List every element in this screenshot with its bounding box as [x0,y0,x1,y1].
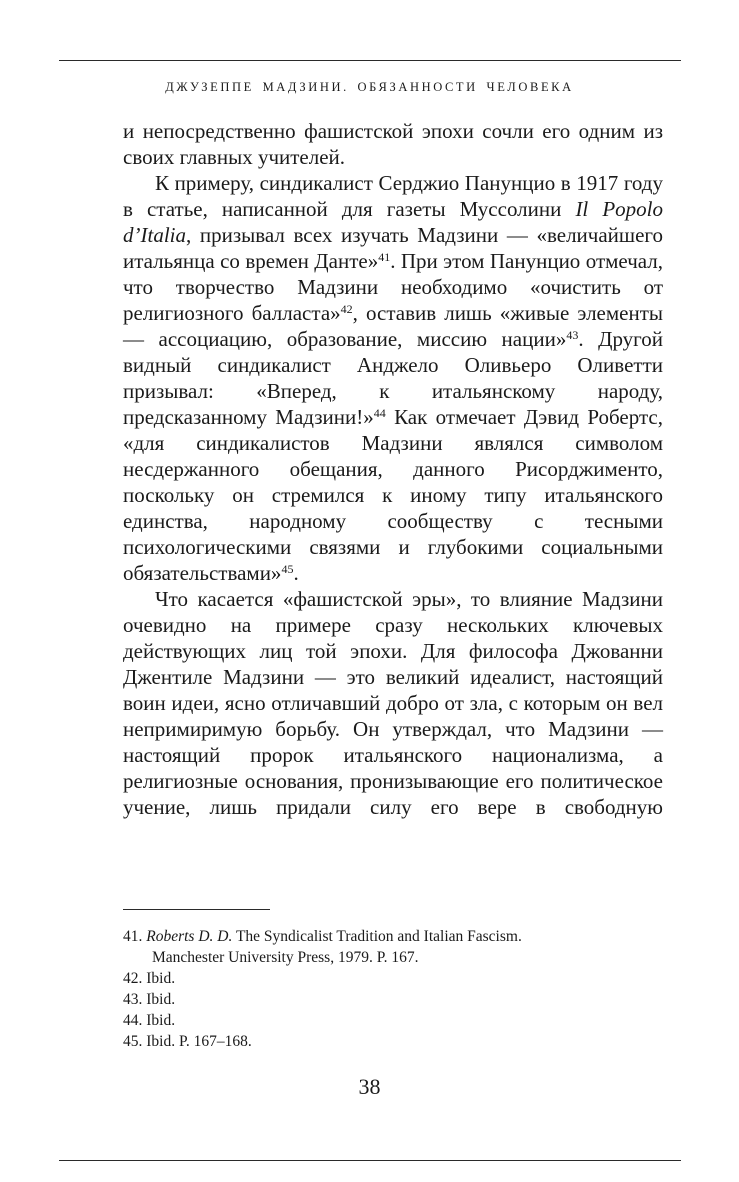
footnote-text: Ibid. [146,991,176,1008]
footnote-44 [123,1010,663,1031]
p2-text-e: . Другой видный синдикалист Анджело Оливьеро Оливетти призывал: «Вперед, к итальянскому народу, предсказанному Мадзини!» [123,327,663,429]
top-rule [59,60,681,61]
footnote-text: Ibid. P. 167–168. [146,1033,252,1050]
footnotes [123,926,663,1052]
p2-text-d: , оставив лишь «живые элементы — ассоциацию, образование, миссию нации» [123,301,663,351]
footnote-45 [123,1031,663,1052]
footnote-text: The Syndicalist Tradition and Italian Fascism. [232,928,522,945]
footnote-author: Roberts D. D. [146,928,233,945]
running-head: ДЖУЗЕППЕ МАДЗИНИ. ОБЯЗАННОСТИ ЧЕЛОВЕКА [165,80,574,94]
paragraph-3: Что касается «фашистской эры», то влияние Мадзини очевидно на примере сразу нескольких ключевых действующих лиц той эпохи. Для философа Джованни Джентиле Мадзини — это великий идеалист, настоящий воин идеи, ясно отличавший добро от зла, с которым он вел непримиримую борьбу. Он утверждал, что Мадзини — настоящий пророк итальянского национализма, а религиозные основания, пронизывающие его политическое учение, лишь придали силу его вере в свободную [123,587,663,819]
newspaper-title: Il Popolo d’Italia [123,197,663,247]
paragraph-1: и непосредственно фашистской эпохи сочли его одним из своих главных учителей. [123,119,663,169]
footnote-text: Ibid. [146,970,176,987]
footnote-43 [123,989,663,1010]
footnote-ref-44[interactable]: 44 [373,406,386,420]
body-text [123,118,663,820]
p2-text-c: . При этом Панунцио отмечал, что творчество Мадзини необходимо «очистить от религиозного балласта» [123,249,663,325]
footnote-text: Ibid. [146,1012,176,1029]
footnote-number: 44. [123,1012,143,1029]
page-number: 38 [358,1074,381,1099]
p2-text-b: , призывал всех изучать Мадзини — «величайшего итальянца со времен Данте» [123,223,663,273]
footnote-ref-45[interactable]: 45 [281,562,294,576]
footnote-ref-41[interactable]: 41 [378,250,391,264]
footnote-41 [123,926,663,947]
paragraph-2 [123,170,663,586]
footnote-ref-42[interactable]: 42 [340,302,353,316]
bottom-rule [59,1160,681,1161]
p2-text-f: Как отмечает Дэвид Робертс, «для синдикалистов Мадзини являлся символом несдержанного обещания, данного Рисорджименто, поскольку он стремился к иному типу итальянского единства, народному сообществу с тесными психологическими связями и глубокими социальными обязательствами» [123,405,663,585]
footnote-41-continued: Manchester University Press, 1979. P. 167. [152,949,419,966]
footnote-ref-43[interactable]: 43 [566,328,579,342]
p2-text-a: К примеру, синдикалист Серджио Панунцио в 1917 году в статье, написанной для газеты Муссолини [123,171,663,221]
footnote-number: 42. [123,970,143,987]
footnote-number: 43. [123,991,143,1008]
footnote-separator [123,909,270,910]
footnote-number: 45. [123,1033,143,1050]
footnote-42 [123,968,663,989]
footnote-number: 41. [123,928,143,945]
p2-text-g: . [293,561,299,585]
